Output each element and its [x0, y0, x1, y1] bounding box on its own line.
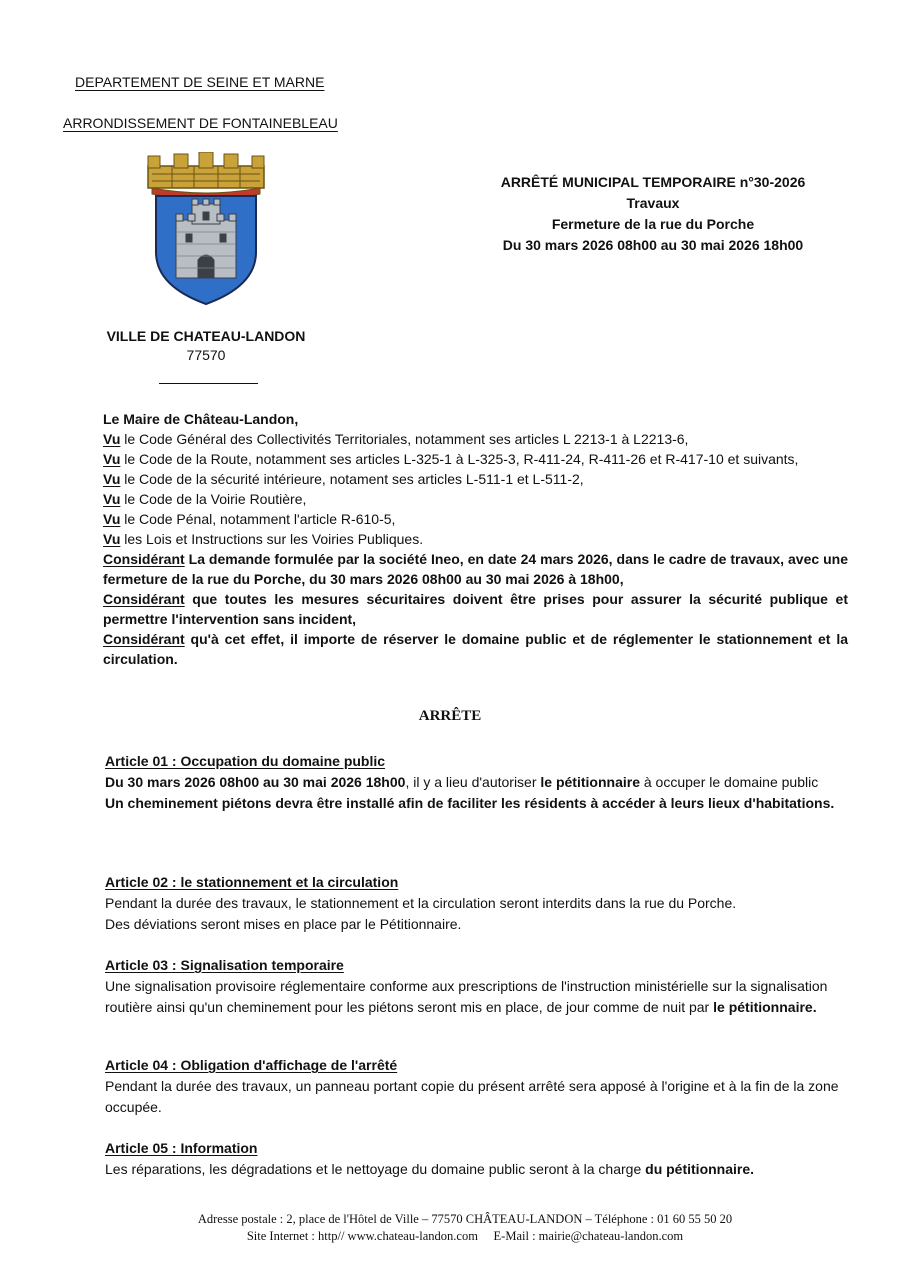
article-03: [105, 955, 841, 1018]
vu-text: les Lois et Instructions sur les Voiries Publiques.: [120, 531, 424, 547]
considerant-text: qu'à cet effet, il importe de réserver le domaine public et de réglementer le stationnement et la circulation.: [103, 631, 848, 667]
ville-name: VILLE DE CHATEAU-LANDON: [106, 328, 306, 344]
ville-block: [100, 327, 312, 365]
article-04: [105, 1055, 841, 1118]
vu-label: Vu: [103, 511, 121, 527]
vu-item: [103, 489, 848, 509]
considerant-label: Considérant: [103, 591, 185, 607]
mural-crown-icon: [148, 152, 264, 199]
article-02: [105, 872, 841, 935]
considerant-text: La demande formulée par la société Ineo, en date 24 mars 2026, dans le cadre de travaux, avec une fermeture de la rue du Porche, du 30 mars 2026 08h00 au 30 mai 2026 à 18h00,: [103, 551, 848, 587]
footer: [0, 1211, 900, 1245]
arrondissement-heading: ARRONDISSEMENT DE FONTAINEBLEAU: [63, 115, 338, 131]
arrete-title-block: [470, 172, 836, 256]
article-text: [105, 976, 841, 1018]
considerant-label: Considérant: [103, 551, 185, 567]
footer-contact: Site Internet : http// www.chateau-landon.com E-Mail : mairie@chateau-landon.com: [246, 1229, 684, 1243]
vu-label: Vu: [103, 431, 121, 447]
considerant-text: que toutes les mesures sécuritaires doivent être prises pour assurer la sécurité publique et permettre l'intervention sans incident,: [103, 591, 848, 627]
considerant-item: [103, 629, 848, 669]
article-title: Article 04 : Obligation d'affichage de l'arrêté: [105, 1057, 398, 1073]
arrete-subject: Travaux: [626, 195, 680, 211]
article-text-part: à occuper le domaine public: [639, 774, 819, 790]
article-text: Des déviations seront mises en place par le Pétitionnaire.: [105, 916, 462, 932]
vu-item: [103, 509, 848, 529]
vu-text: le Code de la Route, notamment ses articles L-325-1 à L-325-3, R-411-24, R-411-26 et R-417-10 et suivants,: [120, 451, 799, 467]
divider-line: [159, 383, 258, 384]
article-title: Article 01 : Occupation du domaine public: [105, 753, 386, 769]
vu-label: Vu: [103, 531, 121, 547]
arrete-number: ARRÊTÉ MUNICIPAL TEMPORAIRE n°30-2026: [500, 174, 806, 190]
vu-label: Vu: [103, 491, 121, 507]
code-postal: 77570: [186, 347, 226, 363]
article-text: Pendant la durée des travaux, un panneau portant copie du présent arrêté sera apposé à l'origine et à la fin de la zone occupée.: [105, 1078, 839, 1115]
vu-text: le Code de la Voirie Routière,: [120, 491, 307, 507]
arrete-object: Fermeture de la rue du Porche: [551, 216, 755, 232]
article-title: Article 05 : Information: [105, 1140, 258, 1156]
article-text: Pendant la durée des travaux, le stationnement et la circulation seront interdits dans la rue du Porche.: [105, 895, 737, 911]
footer-address: Adresse postale : 2, place de l'Hôtel de Ville – 77570 CHÂTEAU-LANDON – Téléphone : 01 60 55 50 20: [197, 1212, 733, 1226]
article-text: [105, 772, 841, 793]
vu-text: le Code Général des Collectivités Territoriales, notamment ses articles L 2213-1 à L2213-6,: [120, 431, 689, 447]
departement-heading: DEPARTEMENT DE SEINE ET MARNE: [75, 74, 325, 90]
article-title: Article 02 : le stationnement et la circulation: [105, 874, 399, 890]
vu-label: Vu: [103, 471, 121, 487]
preamble: [103, 409, 848, 669]
vu-item: [103, 529, 848, 549]
article-text: [105, 1159, 841, 1180]
article-text-part: Une signalisation provisoire réglementaire conforme aux prescriptions de l'instruction ministérielle sur la signalisation routière ainsi qu'un cheminement pour les piétons seront mis en place, de jour comme de nuit par: [105, 978, 828, 1015]
vu-text: le Code de la sécurité intérieure, notament ses articles L-511-1 et L-511-2,: [120, 471, 584, 487]
article-text-part: , il y a lieu d'autoriser: [405, 774, 541, 790]
vu-item: [103, 449, 848, 469]
coat-of-arms: [142, 152, 270, 306]
article-text-part: Les réparations, les dégradations et le nettoyage du domaine public seront à la charge: [105, 1161, 646, 1177]
arrete-period: Du 30 mars 2026 08h00 au 30 mai 2026 18h00: [502, 237, 804, 253]
considerant-label: Considérant: [103, 631, 185, 647]
arrete-heading: ARRÊTE: [418, 708, 482, 724]
article-title: Article 03 : Signalisation temporaire: [105, 957, 344, 973]
vu-text: le Code Pénal, notamment l'article R-610-5,: [120, 511, 396, 527]
petitionnaire: du pétitionnaire.: [645, 1161, 755, 1177]
considerant-item: [103, 549, 848, 589]
cheminement-text: Un cheminement piétons devra être installé afin de faciliter les résidents à accéder à leurs lieux d'habitations.: [105, 795, 835, 811]
article-dates: Du 30 mars 2026 08h00 au 30 mai 2026 18h00: [105, 774, 406, 790]
considerant-item: [103, 589, 848, 629]
vu-item: [103, 469, 848, 489]
petitionnaire: le pétitionnaire.: [713, 999, 817, 1015]
petitionnaire: le pétitionnaire: [540, 774, 640, 790]
article-05: [105, 1138, 841, 1180]
vu-label: Vu: [103, 451, 121, 467]
vu-item: [103, 429, 848, 449]
article-01: [105, 751, 841, 814]
maire-line: Le Maire de Château-Landon,: [103, 411, 299, 427]
